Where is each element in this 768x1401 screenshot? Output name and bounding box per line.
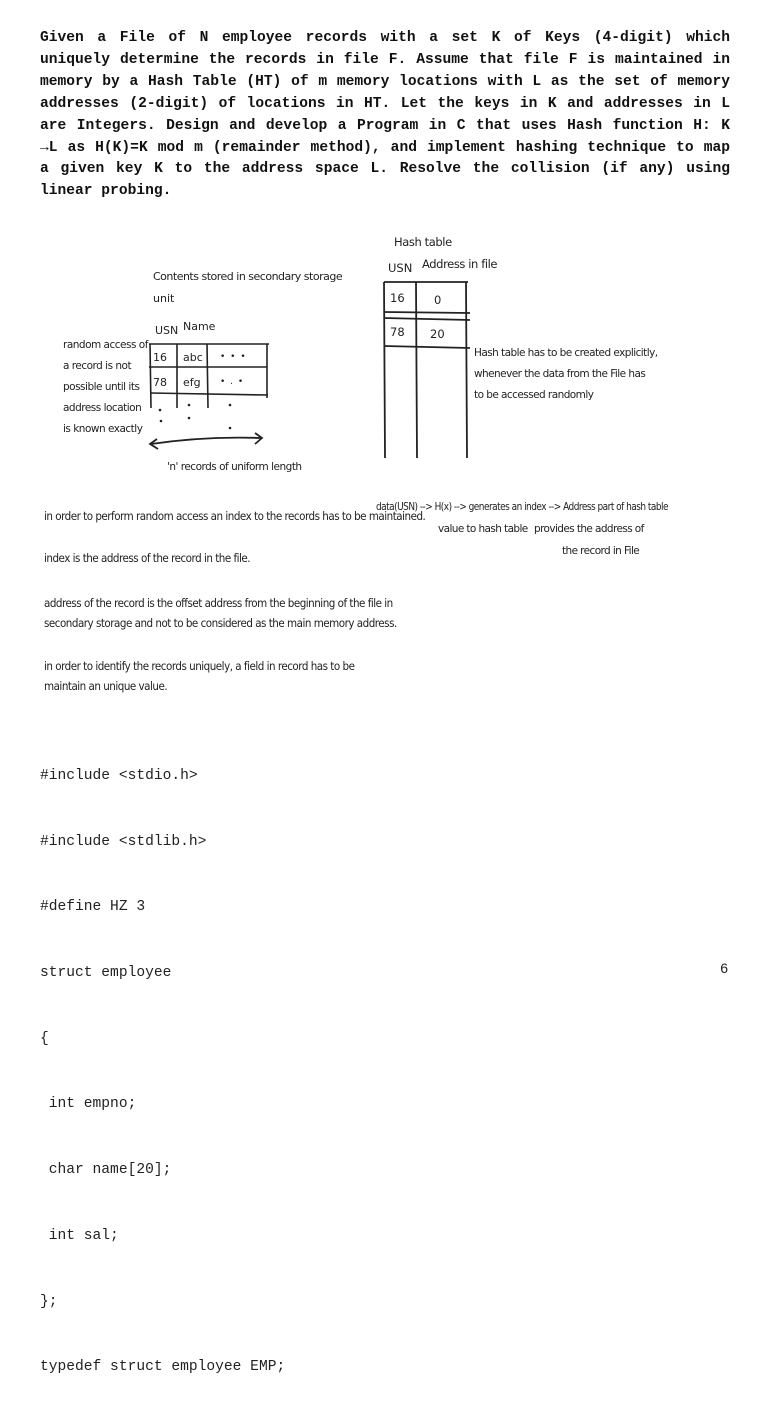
hash-row2-usn: 78 (390, 325, 405, 339)
note-line: in order to identify the records uniquely, a field in record has to be (44, 659, 355, 673)
secondary-storage-diagram (55, 258, 375, 486)
storage-row1-name: abc (183, 351, 203, 364)
code-line: struct employee (40, 964, 172, 981)
storage-side-note-1: random access of (63, 339, 148, 351)
continuation-dots (159, 404, 232, 430)
problem-statement: Given a File of N employee records with a set K of Keys (4-digit) which uniquely determine the records in file F. Assume that file F is maintained in memory by a Hash Table (HT) of m memory locations with L as the set of memory addresses (2-digit) of locations in HT. Let the keys in K and addresses in L are Integers. Design and develop a Program in C that uses Hash function H: K →L as H(K)=K mod m (remainder method), and implement hashing technique to map a given key K to the address space L. Resolve the collision (if any) using linear probing. (40, 30, 730, 200)
note-index (44, 548, 250, 568)
note-offset-address (44, 593, 397, 633)
hash-flow-note (376, 494, 736, 564)
code-listing (40, 722, 285, 1401)
storage-row2-rest: • . • (220, 377, 245, 387)
code-line: char name[20]; (40, 1162, 172, 1179)
storage-side-note-5: is known exactly (63, 423, 143, 435)
storage-row2-name: efg (183, 376, 201, 389)
hash-row1-usn: 16 (390, 291, 405, 305)
hash-side-note-3: to be accessed randomly (474, 389, 594, 401)
flow-line-3: the record in File (562, 545, 640, 557)
hash-col-usn: USN (388, 261, 413, 275)
flow-line-2b: provides the address of (534, 523, 644, 535)
code-line: { (40, 1030, 49, 1047)
storage-title-line2: unit (153, 292, 175, 305)
code-line: }; (40, 1293, 58, 1310)
storage-row2-usn: 78 (153, 376, 167, 389)
hash-row2-address: 20 (430, 327, 445, 341)
note-random-access (44, 506, 425, 526)
storage-title-line1: Contents stored in secondary storage (153, 270, 343, 283)
hash-table-title: Hash table (394, 235, 452, 249)
note-line: address of the record is the offset address from the beginning of the file in (44, 596, 393, 610)
storage-side-note-3: possible until its (63, 381, 140, 393)
flow-line-2a: value to hash table (438, 523, 528, 535)
code-line: typedef struct employee EMP; (40, 1359, 286, 1376)
page-number: 6 (720, 960, 728, 976)
hash-col-address: Address in file (422, 257, 498, 271)
storage-side-note-2: a record is not (63, 360, 132, 372)
code-line: #define HZ 3 (40, 899, 146, 916)
note-unique-field (44, 656, 354, 696)
hash-row1-address: 0 (434, 293, 442, 307)
code-line: int sal; (40, 1227, 119, 1244)
note-line: maintain an unique value. (44, 679, 168, 693)
hash-side-note-2: whenever the data from the File has (474, 368, 646, 380)
storage-col-usn: USN (155, 324, 179, 337)
flow-line-1: data(USN) --> H(x) --> generates an index --> Address part of hash table (376, 501, 669, 513)
storage-col-name: Name (183, 320, 216, 333)
note-line: index is the address of the record in the file. (44, 551, 251, 565)
note-line: in order to perform random access an index to the records has to be maintained. (44, 509, 426, 523)
code-line: #include <stdio.h> (40, 767, 198, 784)
storage-grid (149, 344, 269, 408)
note-line: secondary storage and not to be considered as the main memory address. (44, 616, 397, 630)
hash-grid (384, 282, 470, 458)
storage-side-note-4: address location (63, 402, 142, 414)
uniform-length-arrow (150, 433, 262, 449)
hash-side-note-1: Hash table has to be created explicitly, (474, 347, 658, 359)
code-line: #include <stdlib.h> (40, 833, 207, 850)
hash-table-diagram (378, 230, 678, 460)
storage-row1-rest: • • • (220, 352, 247, 362)
code-line: int empno; (40, 1096, 137, 1113)
uniform-length-label: 'n' records of uniform length (167, 461, 302, 473)
storage-row1-usn: 16 (153, 351, 167, 364)
